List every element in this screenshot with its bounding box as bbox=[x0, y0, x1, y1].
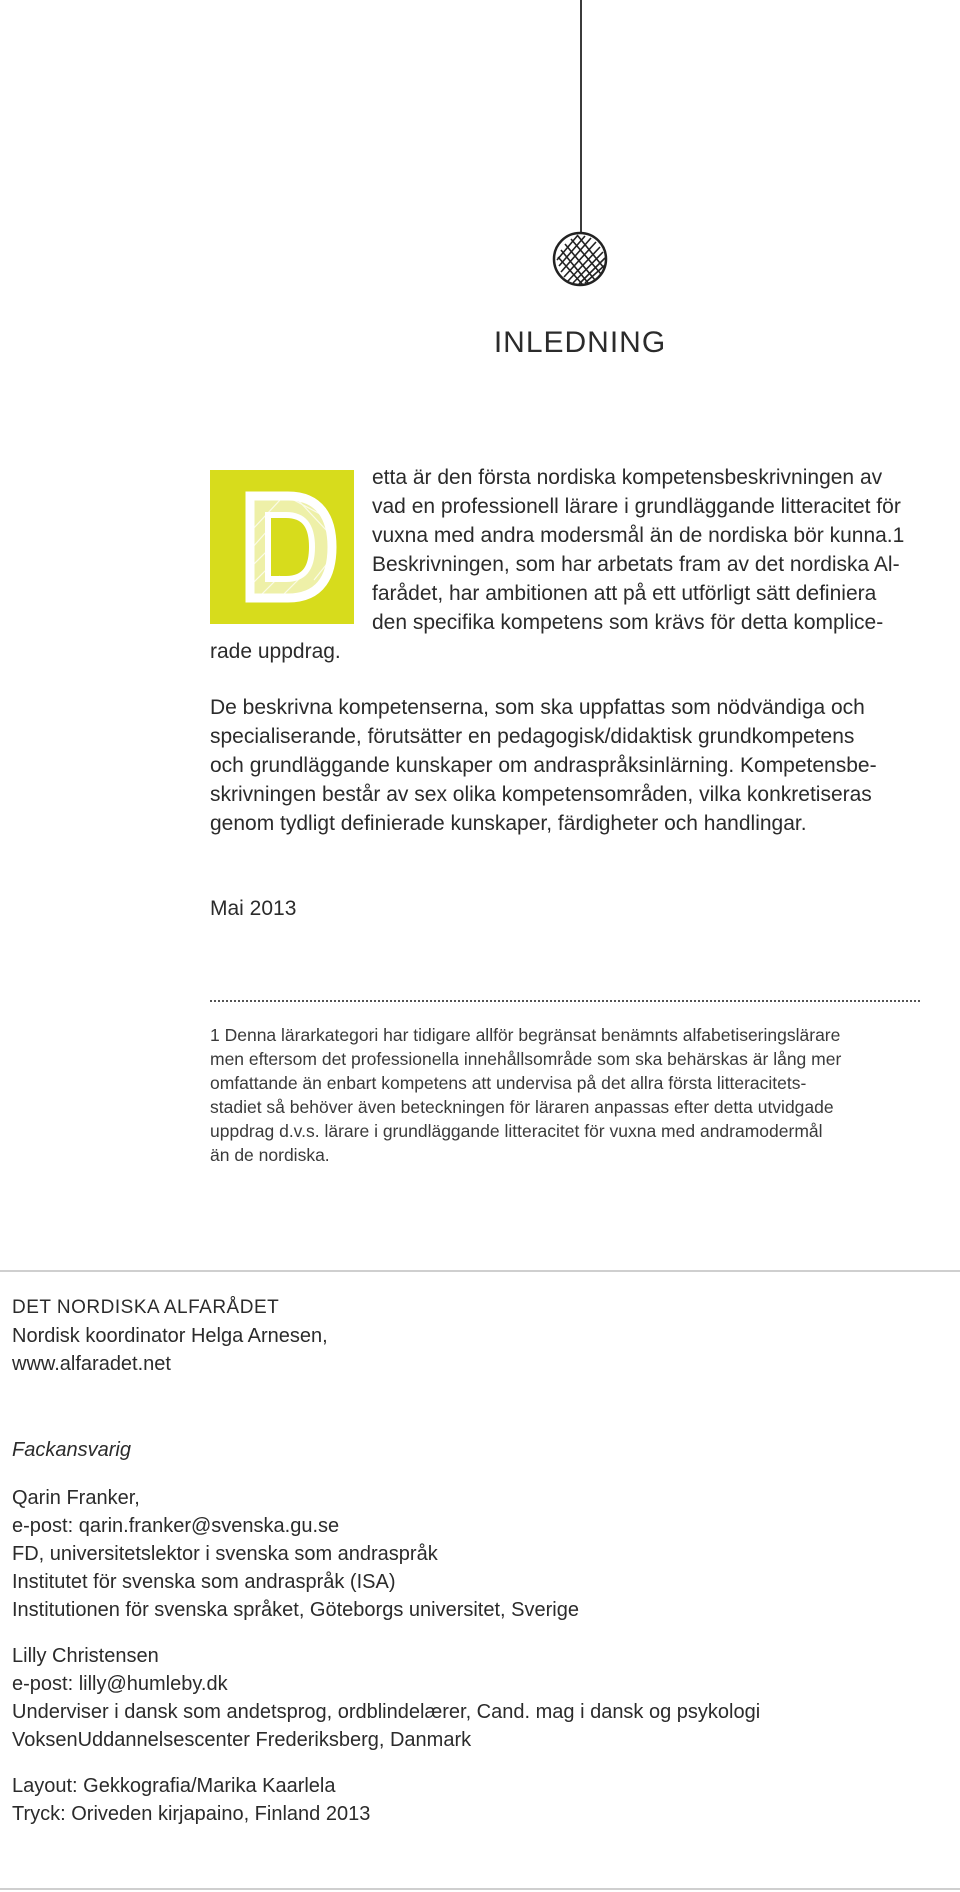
intro-line: vuxna med andra modersmål än de nordiska bör kunna.1 bbox=[372, 524, 905, 547]
person-name: Lilly Christensen bbox=[12, 1645, 159, 1667]
body-line: De beskrivna kompetenserna, som ska uppfattas som nödvändiga och bbox=[210, 696, 865, 719]
layout-credit: Layout: Gekkografia/Marika Kaarlela bbox=[12, 1775, 336, 1797]
intro-line: rade uppdrag. bbox=[210, 640, 341, 663]
person-institution: Institutionen för svenska språket, Göteborgs universitet, Sverige bbox=[12, 1599, 579, 1621]
dropcap-d-logo bbox=[210, 470, 354, 624]
footnote-line: än de nordiska. bbox=[210, 1145, 330, 1165]
hanging-line bbox=[580, 0, 582, 232]
body-line: specialiserande, förutsätter en pedagogisk/didaktisk grundkompetens bbox=[210, 725, 855, 748]
footnote-line: 1 Denna lärarkategori har tidigare allför begränsat benämnts alfabetiseringslärare bbox=[210, 1025, 841, 1045]
intro-line: Beskrivningen, som har arbetats fram av det nordiska Al- bbox=[372, 553, 900, 576]
intro-line: etta är den första nordiska kompetensbeskrivningen av bbox=[372, 466, 883, 489]
footnote-line: stadiet så behöver även beteckningen för läraren anpassas efter detta utvidgade bbox=[210, 1097, 834, 1117]
person-role: FD, universitetslektor i svenska som andraspråk bbox=[12, 1543, 438, 1565]
page-title: INLEDNING bbox=[493, 326, 667, 359]
date: Mai 2013 bbox=[210, 897, 297, 920]
website-link[interactable]: www.alfaradet.net bbox=[12, 1353, 171, 1375]
body-line: skrivningen består av sex olika kompetensområden, vilka konkretiseras bbox=[210, 783, 872, 806]
divider bbox=[0, 1270, 960, 1272]
person-email[interactable]: e-post: lilly@humleby.dk bbox=[12, 1673, 228, 1695]
fackansvarig-label: Fackansvarig bbox=[12, 1439, 131, 1461]
divider bbox=[0, 1888, 960, 1890]
intro-line: farådet, har ambitionen att på ett utförligt sätt definiera bbox=[372, 582, 877, 605]
intro-line: vad en professionell lärare i grundläggande litteracitet för bbox=[372, 495, 901, 518]
footnote-divider bbox=[210, 1000, 920, 1002]
coordinator: Nordisk koordinator Helga Arnesen, bbox=[12, 1325, 328, 1347]
person-email[interactable]: e-post: qarin.franker@svenska.gu.se bbox=[12, 1515, 340, 1537]
body-line: genom tydligt definierade kunskaper, färdigheter och handlingar. bbox=[210, 812, 807, 835]
body-line: och grundläggande kunskaper om andraspråksinlärning. Kompetensbe- bbox=[210, 754, 877, 777]
person-name: Qarin Franker, bbox=[12, 1487, 140, 1509]
footnote-line: omfattande än enbart kompetens att undervisa på det allra första litteracitets- bbox=[210, 1073, 807, 1093]
person-role: Underviser i dansk som andetsprog, ordblindelærer, Cand. mag i dansk og psykologi bbox=[12, 1701, 761, 1723]
org-name: DET NORDISKA ALFARÅDET bbox=[12, 1297, 280, 1318]
intro-line: den specifika kompetens som krävs för detta komplice- bbox=[372, 611, 884, 634]
footnote-line: men eftersom det professionella innehållsområde som ska behärskas är lång mer bbox=[210, 1049, 842, 1069]
person-institution: VoksenUddannelsescenter Frederiksberg, Danmark bbox=[12, 1729, 472, 1751]
person-institute: Institutet för svenska som andraspråk (ISA) bbox=[12, 1571, 396, 1593]
footnote-line: uppdrag d.v.s. lärare i grundläggande litteracitet för vuxna med andramodermål bbox=[210, 1121, 823, 1141]
scribbled-ball-icon bbox=[551, 230, 609, 288]
print-credit: Tryck: Oriveden kirjapaino, Finland 2013 bbox=[12, 1803, 371, 1825]
